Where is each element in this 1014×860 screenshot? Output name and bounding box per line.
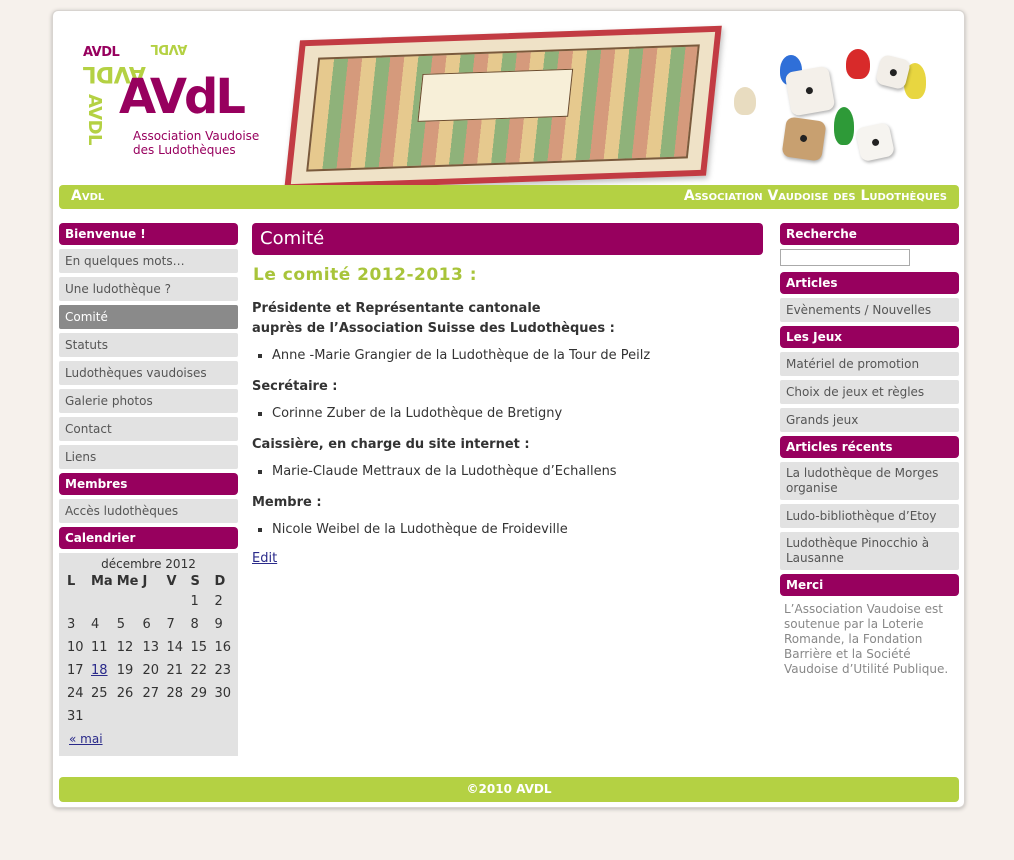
calendar-day — [87, 659, 113, 682]
member-item: ▪ Marie-Claude Mettraux de la Ludothèque d’Echallens — [272, 463, 763, 481]
calendar-day: 21 — [166, 663, 184, 678]
calendar-day: 26 — [116, 686, 134, 701]
committee-section-treasurer — [252, 435, 763, 481]
calendar-day — [186, 705, 210, 728]
weekday-label: Me — [116, 574, 139, 589]
member-item: ▪ Nicole Weibel de la Ludothèque de Froideville — [272, 521, 763, 539]
logo-tagline-line2: des Ludothèques — [133, 143, 236, 157]
logo-tagline — [133, 129, 283, 157]
calendar-day: 22 — [190, 663, 208, 678]
recent-article-morges[interactable]: La ludothèque de Morges organise — [780, 462, 959, 500]
site-title-short[interactable]: Avdl — [71, 188, 105, 204]
page-title: Comité — [252, 223, 763, 255]
calendar-day: 20 — [142, 663, 160, 678]
calendar-day: 4 — [91, 617, 100, 632]
calendar-week-row — [63, 682, 234, 705]
committee-section-member — [252, 493, 763, 539]
recent-article-etoy[interactable]: Ludo-bibliothèque d’Etoy — [780, 504, 959, 528]
avdl-logo[interactable] — [77, 39, 260, 169]
calendar-day: 16 — [214, 640, 232, 655]
calendar-day: 1 — [190, 594, 199, 609]
calendar-days — [63, 590, 234, 728]
committee-subtitle: Le comité 2012-2013 : — [253, 265, 478, 285]
calendar-prev-month — [59, 732, 238, 746]
nav-item-comite[interactable]: Comité — [59, 305, 238, 329]
calendar-day: 13 — [142, 640, 160, 655]
nav-item-une-ludotheque[interactable]: Une ludothèque ? — [59, 277, 238, 301]
calendar-day — [210, 705, 234, 728]
calendar-day — [162, 705, 186, 728]
role-label: Membre : — [252, 495, 322, 510]
die-wood-icon — [781, 116, 826, 161]
weekday-label: J — [142, 574, 148, 589]
members-heading: Membres — [59, 473, 238, 495]
calendar-heading: Calendrier — [59, 527, 238, 549]
calendar-day-link[interactable]: 18 — [91, 663, 108, 678]
calendar-day: 24 — [67, 686, 84, 701]
articles-heading: Articles — [780, 272, 959, 294]
pawn-green-icon — [834, 107, 854, 145]
recent-articles-heading: Articles récents — [780, 436, 959, 458]
role-label: Caissière, en charge du site internet : — [252, 437, 530, 452]
calendar-day: 15 — [190, 640, 208, 655]
logo-main-mark: AVdL — [119, 69, 243, 125]
logo-mini-mark-4: AVDL — [84, 93, 106, 146]
nav-item-liens[interactable]: Liens — [59, 445, 238, 469]
member-item: ▪ Corinne Zuber de la Ludothèque de Bretigny — [272, 405, 763, 423]
member-list — [272, 463, 763, 481]
calendar-week-row — [63, 659, 234, 682]
calendar-day: 11 — [91, 640, 108, 655]
welcome-heading: Bienvenue ! — [59, 223, 238, 245]
die-white-small-icon — [855, 122, 895, 162]
calendar-day: 10 — [67, 640, 84, 655]
calendar-week-row — [63, 636, 234, 659]
calendar-day — [113, 590, 139, 613]
calendar-day — [63, 590, 87, 613]
member-item: ▪ Anne -Marie Grangier de la Ludothèque de la Tour de Peilz — [272, 347, 763, 365]
calendar-day: 27 — [142, 686, 160, 701]
calendar-day — [113, 705, 139, 728]
merci-heading: Merci — [780, 574, 959, 596]
member-list — [272, 405, 763, 423]
calendar-day: 19 — [116, 663, 134, 678]
calendar-caption: décembre 2012 — [101, 557, 196, 571]
nav-item-choix-jeux[interactable]: Choix de jeux et règles — [780, 380, 959, 404]
edit-link[interactable]: Edit — [252, 551, 278, 566]
left-sidebar — [59, 223, 238, 756]
weekday-label: L — [67, 574, 76, 589]
game-board-image — [284, 26, 722, 191]
nav-item-statuts[interactable]: Statuts — [59, 333, 238, 357]
logo-mini-mark-1: AVDL — [83, 45, 120, 60]
right-sidebar — [780, 223, 959, 677]
role-label: Secrétaire : — [252, 379, 338, 394]
calendar-day — [138, 705, 162, 728]
calendar-day: 30 — [214, 686, 232, 701]
weekday-label: D — [214, 574, 226, 589]
calendar-day — [138, 590, 162, 613]
game-board-card — [417, 69, 573, 122]
role-label — [252, 299, 763, 339]
nav-item-contact[interactable]: Contact — [59, 417, 238, 441]
weekday-label: V — [166, 574, 177, 589]
calendar-day: 8 — [190, 617, 199, 632]
calendar-day: 5 — [116, 617, 125, 632]
calendar-day: 28 — [166, 686, 184, 701]
calendar-day: 9 — [214, 617, 223, 632]
role-line2: auprès de l’Association Suisse des Ludothèques : — [252, 321, 615, 336]
committee-section-secretary — [252, 377, 763, 423]
calendar-day: 12 — [116, 640, 134, 655]
committee-section-president — [252, 299, 763, 365]
search-heading: Recherche — [780, 223, 959, 245]
nav-item-grands-jeux[interactable]: Grands jeux — [780, 408, 959, 432]
logo-mini-mark-2: AVDL — [83, 61, 146, 86]
calendar-week-row — [63, 613, 234, 636]
pawn-red-icon — [846, 49, 870, 79]
calendar-day: 23 — [214, 663, 232, 678]
footer: ©2010 AVDL — [59, 777, 959, 802]
calendar-day: 7 — [166, 617, 175, 632]
jeux-heading: Les Jeux — [780, 326, 959, 348]
calendar-day: 31 — [67, 709, 84, 724]
nav-item-materiel-promotion[interactable]: Matériel de promotion — [780, 352, 959, 376]
member-list — [272, 521, 763, 539]
dice-and-pawns-image — [728, 29, 960, 179]
main-content — [252, 223, 763, 566]
member-list — [272, 347, 763, 365]
pawn-cream-icon — [734, 87, 756, 115]
nav-item-en-quelques-mots[interactable]: En quelques mots… — [59, 249, 238, 273]
logo-tagline-line1: Association Vaudoise — [133, 129, 260, 143]
nav-item-acces-ludotheques[interactable]: Accès ludothèques — [59, 499, 238, 523]
logo-mini-mark-3: AVDL — [151, 41, 188, 56]
calendar-prev-link[interactable]: « mai — [69, 732, 103, 746]
calendar-week-row — [63, 590, 234, 613]
recent-article-pinocchio[interactable]: Ludothèque Pinocchio à Lausanne — [780, 532, 959, 570]
page-container — [52, 10, 965, 808]
nav-item-ludotheques-vaudoises[interactable]: Ludothèques vaudoises — [59, 361, 238, 385]
calendar-day — [87, 705, 113, 728]
calendar-day: 17 — [67, 663, 84, 678]
calendar-day: 6 — [142, 617, 151, 632]
calendar-grid — [63, 573, 234, 728]
site-title-full: Association Vaudoise des Ludothèques — [683, 188, 947, 204]
nav-item-galerie-photos[interactable]: Galerie photos — [59, 389, 238, 413]
search-input[interactable] — [780, 249, 910, 266]
calendar-weekday-row — [63, 573, 234, 590]
calendar-day: 29 — [190, 686, 208, 701]
calendar — [59, 553, 238, 756]
die-white-icon — [785, 66, 836, 117]
nav-item-evenements[interactable]: Evènements / Nouvelles — [780, 298, 959, 322]
site-title-bar — [59, 185, 959, 209]
calendar-day: 14 — [166, 640, 184, 655]
calendar-day — [87, 590, 113, 613]
weekday-label: Ma — [91, 574, 113, 589]
weekday-label: S — [190, 574, 200, 589]
role-line1: Présidente et Représentante cantonale — [252, 301, 541, 316]
calendar-day — [162, 590, 186, 613]
calendar-day: 3 — [67, 617, 76, 632]
calendar-week-row — [63, 705, 234, 728]
calendar-day: 2 — [214, 594, 223, 609]
merci-text: L’Association Vaudoise est soutenue par la Loterie Romande, la Fondation Barrière et la Société Vaudoise d’Utilité Publique. — [784, 602, 949, 676]
calendar-day: 25 — [91, 686, 108, 701]
